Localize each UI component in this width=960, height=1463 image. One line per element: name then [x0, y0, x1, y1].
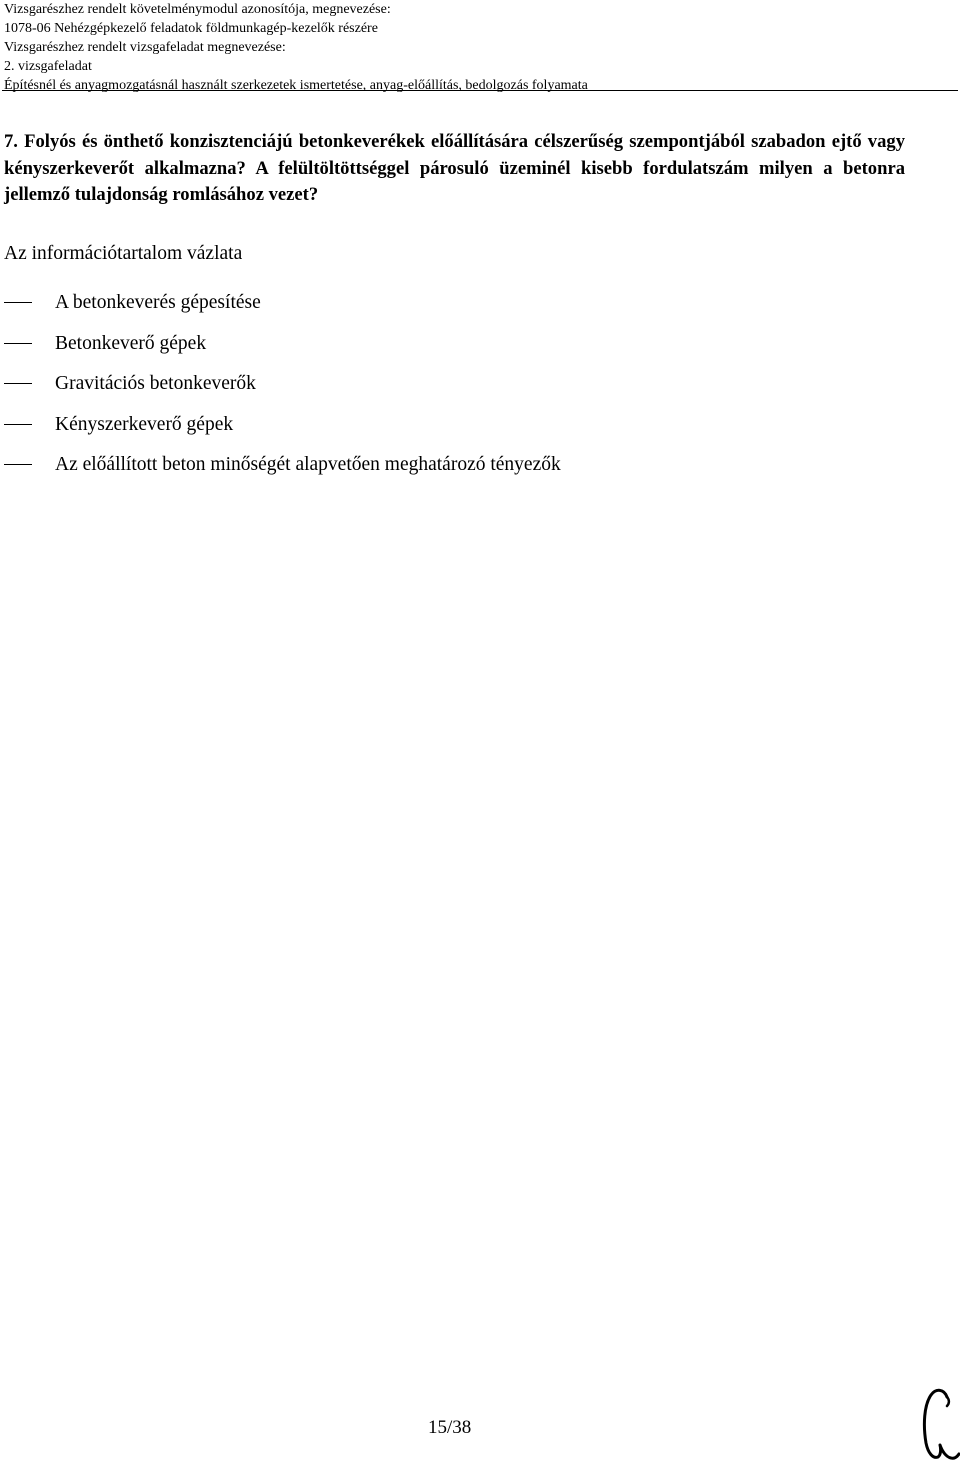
header-module-label: Vizsgarészhez rendelt követelménymodul azonosítója, megnevezése:: [4, 2, 391, 17]
page-header: [4, 0, 954, 95]
handwritten-initials: [914, 1385, 960, 1463]
list-item-text: Betonkeverő gépek: [55, 332, 207, 354]
dash-bullet-icon: [4, 302, 32, 303]
outline-title: Az információtartalom vázlata: [4, 243, 243, 264]
list-item-text: Gravitációs betonkeverők: [55, 373, 256, 394]
list-item-text: A betonkeverés gépesítése: [55, 292, 261, 313]
header-module-name: 1078-06 Nehézgépkezelő feladatok földmunkagép-kezelők részére: [4, 21, 378, 36]
page-number: 15/38: [428, 1417, 472, 1438]
list-item-text: Az előállított beton minőségét alapvetően meghatározó tényezők: [55, 454, 561, 475]
dash-bullet-icon: [4, 424, 32, 425]
dash-bullet-icon: [4, 464, 32, 465]
dash-bullet-icon: [4, 343, 32, 344]
header-divider: [2, 90, 958, 91]
header-task-name: Építésnél és anyagmozgatásnál használt szerkezetek ismertetése, anyag-előállítás, bedolgozás folyamata: [4, 78, 588, 93]
header-task-number: 2. vizsgafeladat: [4, 59, 92, 74]
header-task-label: Vizsgarészhez rendelt vizsgafeladat megnevezése:: [4, 40, 286, 55]
exam-question: 7. Folyós és önthető konzisztenciájú betonkeverékek előállítására célszerűség szempontjából szabadon ejtő vagy kényszerkeverőt alkalmazna? A felültöltöttséggel párosuló üzeminél kisebb fordulatszám milyen a betonra jellemző tulajdonság romlásához vezet?: [4, 131, 905, 205]
dash-bullet-icon: [4, 383, 32, 384]
list-item-text: Kényszerkeverő gépek: [55, 413, 234, 435]
